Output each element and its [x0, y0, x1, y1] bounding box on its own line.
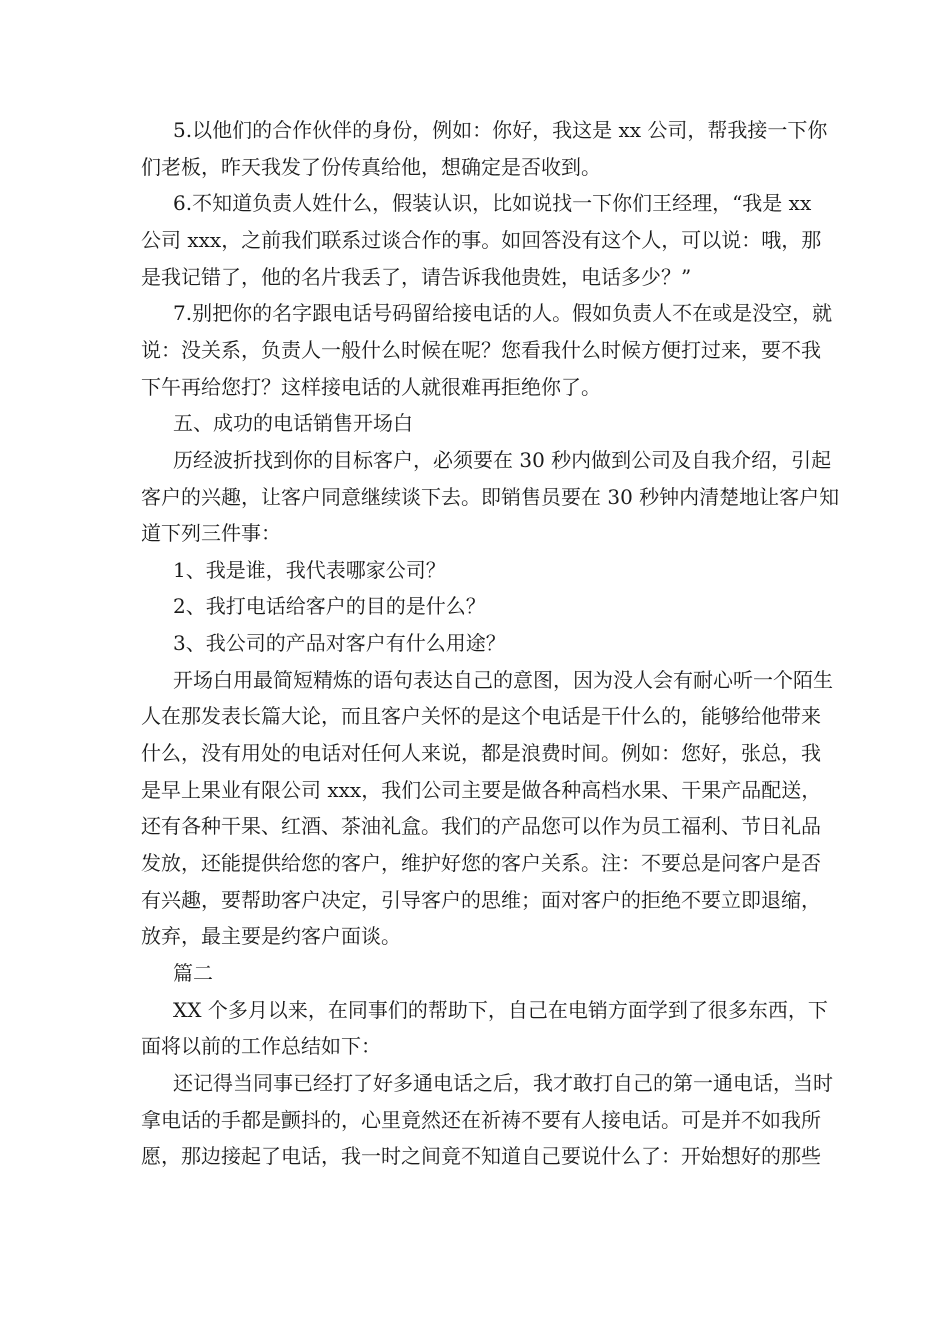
text-line: 还有各种干果、红酒、茶油礼盒。我们的产品您可以作为员工福利、节日礼品 [141, 814, 821, 839]
text-line: 历经波折找到你的目标客户，必须要在 30 秒内做到公司及自我介绍，引起 [173, 447, 832, 472]
text-line: 公司 xxx，之前我们联系过谈合作的事。如回答没有这个人，可以说：哦，那 [141, 227, 822, 252]
text-line: 五、成功的电话销售开场白 [173, 411, 413, 436]
text-line: 开场白用最简短精炼的语句表达自己的意图，因为没人会有耐心听一个陌生 [173, 667, 833, 692]
text-line: 拿电话的手都是颤抖的，心里竟然还在祈祷不要有人接电话。可是并不如我所 [141, 1107, 821, 1132]
text-line: 6.不知道负责人姓什么，假装认识，比如说找一下你们王经理，“我是 xx [173, 191, 812, 216]
text-line: 放弃，最主要是约客户面谈。 [141, 924, 401, 949]
text-line: 客户的兴趣，让客户同意继续谈下去。即销售员要在 30 秒钟内清楚地让客户知 [141, 484, 840, 509]
text-line: 还记得当同事已经打了好多通电话之后，我才敢打自己的第一通电话，当时 [173, 1070, 833, 1095]
text-line: 是我记错了，他的名片我丢了，请告诉我他贵姓，电话多少？” [141, 264, 692, 289]
text-line: 愿，那边接起了电话，我一时之间竟不知道自己要说什么了：开始想好的那些 [141, 1144, 821, 1169]
text-line: 7.别把你的名字跟电话号码留给接电话的人。假如负责人不在或是没空，就 [173, 301, 833, 326]
text-line: 1、我是谁，我代表哪家公司？ [173, 557, 446, 582]
text-line: 是早上果业有限公司 xxx，我们公司主要是做各种高档水果、干果产品配送， [141, 777, 822, 802]
text-line: 人在那发表长篇大论，而且客户关怀的是这个电话是干什么的，能够给他带来 [141, 704, 821, 729]
text-line: 有兴趣，要帮助客户决定，引导客户的思维；面对客户的拒绝不要立即退缩， [141, 887, 821, 912]
text-line: 2、我打电话给客户的目的是什么？ [173, 594, 486, 619]
text-line: XX 个多月以来，在同事们的帮助下，自己在电销方面学到了很多东西，下 [173, 997, 828, 1022]
text-line: 5.以他们的合作伙伴的身份，例如：你好，我这是 xx 公司，帮我接一下你 [173, 118, 828, 142]
text-line: 发放，还能提供给您的客户，维护好您的客户关系。注：不要总是问客户是否 [141, 851, 821, 875]
text-line: 下午再给您打？这样接电话的人就很难再拒绝你了。 [141, 374, 601, 399]
text-line: 们老板，昨天我发了份传真给他，想确定是否收到。 [141, 154, 601, 179]
text-line: 说：没关系，负责人一般什么时候在呢？您看我什么时候方便打过来，要不我 [141, 337, 821, 362]
text-line: 3、我公司的产品对客户有什么用途？ [173, 631, 506, 656]
text-line: 什么，没有用处的电话对任何人来说，都是浪费时间。例如：您好，张总，我 [141, 741, 821, 766]
text-line: 道下列三件事： [141, 521, 281, 546]
text-line: 篇二 [173, 960, 213, 985]
text-line: 面将以前的工作总结如下： [141, 1034, 381, 1059]
